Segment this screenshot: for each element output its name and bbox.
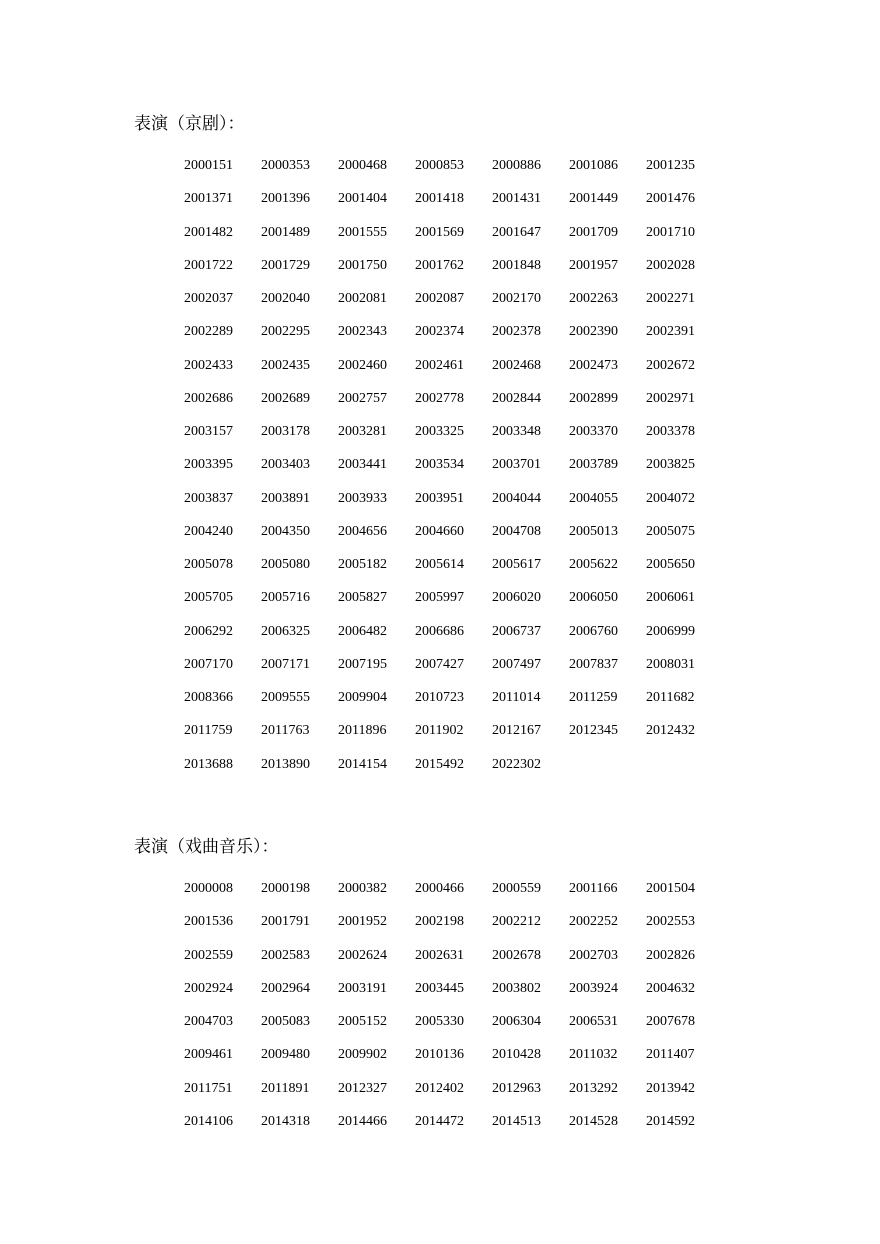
id-entry: 2002461 bbox=[415, 357, 464, 373]
id-entry: 2005622 bbox=[569, 557, 618, 572]
id-entry: 2011682 bbox=[646, 690, 695, 705]
id-entry: 2014318 bbox=[261, 1113, 310, 1129]
id-entry: 2006020 bbox=[492, 590, 541, 606]
id-entry: 2004703 bbox=[184, 1014, 233, 1029]
id-entry: 2002391 bbox=[646, 324, 695, 340]
id-entry: 2001536 bbox=[184, 914, 233, 930]
id-entry: 2002686 bbox=[184, 390, 233, 406]
id-entry: 2014592 bbox=[646, 1113, 695, 1129]
id-entry: 2001482 bbox=[184, 224, 233, 240]
id-entry: 2000886 bbox=[492, 158, 541, 173]
id-entry: 2005182 bbox=[338, 557, 387, 572]
id-entry: 2014472 bbox=[415, 1113, 464, 1129]
id-entry: 2002757 bbox=[338, 390, 387, 406]
id-entry: 2001086 bbox=[569, 158, 618, 173]
id-entry: 2002081 bbox=[338, 291, 387, 306]
id-entry: 2001489 bbox=[261, 224, 310, 240]
id-entry: 2001404 bbox=[338, 191, 387, 207]
id-entry: 2007170 bbox=[184, 656, 233, 672]
id-entry: 2002964 bbox=[261, 980, 310, 996]
id-entry: 2000853 bbox=[415, 158, 464, 173]
id-entry: 2022302 bbox=[492, 756, 541, 772]
id-entry: 2002037 bbox=[184, 291, 233, 306]
id-entry: 2002624 bbox=[338, 947, 387, 963]
id-entry: 2002289 bbox=[184, 324, 233, 340]
id-entry: 2002689 bbox=[261, 390, 310, 406]
id-entry: 2003802 bbox=[492, 980, 541, 996]
id-entry: 2002631 bbox=[415, 947, 464, 963]
id-entry: 2001431 bbox=[492, 191, 541, 207]
section-title: 表演（戏曲音乐）： bbox=[134, 837, 279, 857]
id-entry: 2003370 bbox=[569, 424, 618, 439]
id-entry: 2007427 bbox=[415, 656, 464, 672]
id-entry: 2006482 bbox=[338, 623, 387, 639]
id-entry: 2012327 bbox=[338, 1080, 387, 1096]
id-entry: 2003325 bbox=[415, 424, 464, 439]
id-entry: 2002559 bbox=[184, 947, 233, 963]
id-entry: 2011407 bbox=[646, 1047, 695, 1063]
id-entry: 2003348 bbox=[492, 424, 541, 439]
id-entry: 2004656 bbox=[338, 523, 387, 539]
id-entry: 2013688 bbox=[184, 756, 233, 772]
id-entry: 2001709 bbox=[569, 224, 618, 240]
id-entry: 2005617 bbox=[492, 557, 541, 572]
id-grid bbox=[184, 881, 723, 1147]
id-entry: 2001710 bbox=[646, 224, 695, 240]
id-entry: 2011902 bbox=[415, 723, 464, 739]
id-entry: 2001791 bbox=[261, 914, 310, 930]
id-entry: 2002672 bbox=[646, 357, 695, 373]
id-entry: 2006325 bbox=[261, 623, 310, 639]
id-entry: 2009461 bbox=[184, 1047, 233, 1063]
id-entry: 2003837 bbox=[184, 490, 233, 506]
id-entry: 2006737 bbox=[492, 623, 541, 639]
id-entry: 2005330 bbox=[415, 1014, 464, 1029]
id-entry: 2000353 bbox=[261, 158, 310, 173]
id-entry: 2005705 bbox=[184, 590, 233, 606]
id-entry: 2001396 bbox=[261, 191, 310, 207]
id-entry: 2002252 bbox=[569, 914, 618, 930]
id-entry: 2000559 bbox=[492, 881, 541, 896]
id-entry: 2011032 bbox=[569, 1047, 618, 1063]
id-entry: 2000198 bbox=[261, 881, 310, 896]
id-entry: 2002435 bbox=[261, 357, 310, 373]
id-entry: 2006292 bbox=[184, 623, 233, 639]
id-entry: 2011763 bbox=[261, 723, 310, 739]
section-title: 表演（京剧）： bbox=[134, 114, 245, 134]
id-entry: 2005650 bbox=[646, 557, 695, 572]
id-entry: 2012167 bbox=[492, 723, 541, 739]
id-entry: 2003191 bbox=[338, 980, 387, 996]
id-entry: 2001848 bbox=[492, 257, 541, 273]
id-entry: 2001449 bbox=[569, 191, 618, 207]
id-entry: 2010136 bbox=[415, 1047, 464, 1063]
id-entry: 2006050 bbox=[569, 590, 618, 606]
id-entry: 2006061 bbox=[646, 590, 695, 606]
id-entry: 2001235 bbox=[646, 158, 695, 173]
id-entry: 2002028 bbox=[646, 257, 695, 273]
id-entry: 2003924 bbox=[569, 980, 618, 996]
id-entry: 2007497 bbox=[492, 656, 541, 672]
id-entry: 2002295 bbox=[261, 324, 310, 340]
id-entry: 2004044 bbox=[492, 490, 541, 506]
id-entry: 2012963 bbox=[492, 1080, 541, 1096]
id-entry: 2001762 bbox=[415, 257, 464, 273]
id-entry: 2007837 bbox=[569, 656, 618, 672]
id-entry: 2001750 bbox=[338, 257, 387, 273]
id-entry: 2011259 bbox=[569, 690, 618, 705]
id-entry: 2003701 bbox=[492, 457, 541, 473]
id-entry: 2005080 bbox=[261, 557, 310, 572]
id-entry: 2001722 bbox=[184, 257, 233, 273]
id-entry: 2002271 bbox=[646, 291, 695, 306]
id-entry: 2007171 bbox=[261, 656, 310, 672]
id-entry: 2004632 bbox=[646, 980, 695, 996]
id-entry: 2005152 bbox=[338, 1014, 387, 1029]
id-entry: 2002040 bbox=[261, 291, 310, 306]
id-entry: 2014528 bbox=[569, 1113, 618, 1129]
id-entry: 2005827 bbox=[338, 590, 387, 606]
id-entry: 2014154 bbox=[338, 756, 387, 772]
id-entry: 2002468 bbox=[492, 357, 541, 373]
id-entry: 2001418 bbox=[415, 191, 464, 207]
id-entry: 2004660 bbox=[415, 523, 464, 539]
id-entry: 2014466 bbox=[338, 1113, 387, 1129]
id-entry: 2003403 bbox=[261, 457, 310, 473]
id-entry: 2003378 bbox=[646, 424, 695, 439]
id-entry: 2001476 bbox=[646, 191, 695, 207]
id-entry: 2001504 bbox=[646, 881, 695, 896]
id-entry: 2007195 bbox=[338, 656, 387, 672]
id-entry: 2002087 bbox=[415, 291, 464, 306]
id-entry: 2008366 bbox=[184, 690, 233, 705]
id-entry: 2006304 bbox=[492, 1014, 541, 1029]
id-entry: 2012402 bbox=[415, 1080, 464, 1096]
id-entry: 2002778 bbox=[415, 390, 464, 406]
id-entry: 2001555 bbox=[338, 224, 387, 240]
id-entry: 2001647 bbox=[492, 224, 541, 240]
id-entry: 2009555 bbox=[261, 690, 310, 705]
id-entry: 2004240 bbox=[184, 523, 233, 539]
id-entry: 2003534 bbox=[415, 457, 464, 473]
id-entry: 2009902 bbox=[338, 1047, 387, 1063]
id-entry: 2011896 bbox=[338, 723, 387, 739]
id-entry: 2003445 bbox=[415, 980, 464, 996]
id-entry: 2001371 bbox=[184, 191, 233, 207]
id-entry: 2002826 bbox=[646, 947, 695, 963]
id-entry: 2002433 bbox=[184, 357, 233, 373]
id-entry: 2005614 bbox=[415, 557, 464, 572]
id-entry: 2010428 bbox=[492, 1047, 541, 1063]
id-entry: 2002844 bbox=[492, 390, 541, 406]
id-entry: 2004055 bbox=[569, 490, 618, 506]
id-entry: 2003951 bbox=[415, 490, 464, 506]
id-grid bbox=[184, 158, 723, 790]
id-entry: 2006686 bbox=[415, 623, 464, 639]
id-entry: 2009904 bbox=[338, 690, 387, 705]
id-entry: 2012432 bbox=[646, 723, 695, 739]
id-entry: 2004072 bbox=[646, 490, 695, 506]
id-entry: 2002212 bbox=[492, 914, 541, 930]
id-entry: 2006760 bbox=[569, 623, 618, 639]
id-entry: 2003441 bbox=[338, 457, 387, 473]
id-entry: 2002343 bbox=[338, 324, 387, 340]
id-entry: 2002374 bbox=[415, 324, 464, 340]
id-entry: 2002924 bbox=[184, 980, 233, 996]
id-entry: 2009480 bbox=[261, 1047, 310, 1063]
id-entry: 2005013 bbox=[569, 523, 618, 539]
id-entry: 2005083 bbox=[261, 1014, 310, 1029]
id-entry: 2002703 bbox=[569, 947, 618, 963]
id-entry: 2002553 bbox=[646, 914, 695, 930]
id-entry: 2005716 bbox=[261, 590, 310, 606]
id-entry: 2001166 bbox=[569, 881, 618, 896]
id-entry: 2006999 bbox=[646, 623, 695, 639]
id-entry: 2015492 bbox=[415, 756, 464, 772]
id-entry: 2006531 bbox=[569, 1014, 618, 1029]
id-entry: 2002390 bbox=[569, 324, 618, 340]
id-entry: 2002899 bbox=[569, 390, 618, 406]
id-entry: 2007678 bbox=[646, 1014, 695, 1029]
id-entry: 2005078 bbox=[184, 557, 233, 572]
id-entry: 2004708 bbox=[492, 523, 541, 539]
id-entry: 2002378 bbox=[492, 324, 541, 340]
id-entry: 2003178 bbox=[261, 424, 310, 439]
id-entry: 2001952 bbox=[338, 914, 387, 930]
id-entry: 2003157 bbox=[184, 424, 233, 439]
id-entry: 2002583 bbox=[261, 947, 310, 963]
id-entry: 2000008 bbox=[184, 881, 233, 896]
id-entry: 2013292 bbox=[569, 1080, 618, 1096]
id-entry: 2003825 bbox=[646, 457, 695, 473]
id-entry: 2000151 bbox=[184, 158, 233, 173]
id-entry: 2002170 bbox=[492, 291, 541, 306]
id-entry: 2014106 bbox=[184, 1113, 233, 1129]
id-entry: 2001729 bbox=[261, 257, 310, 273]
id-entry: 2003789 bbox=[569, 457, 618, 473]
id-entry: 2002263 bbox=[569, 291, 618, 306]
id-entry: 2011759 bbox=[184, 723, 233, 739]
id-entry: 2011891 bbox=[261, 1080, 310, 1096]
id-entry: 2011014 bbox=[492, 690, 541, 705]
id-entry: 2002460 bbox=[338, 357, 387, 373]
id-entry: 2010723 bbox=[415, 690, 464, 705]
id-entry: 2004350 bbox=[261, 523, 310, 539]
id-entry: 2005075 bbox=[646, 523, 695, 539]
id-entry: 2013890 bbox=[261, 756, 310, 772]
id-entry: 2001569 bbox=[415, 224, 464, 240]
id-entry: 2000468 bbox=[338, 158, 387, 173]
id-entry: 2002971 bbox=[646, 390, 695, 406]
id-entry: 2002198 bbox=[415, 914, 464, 930]
id-entry: 2003933 bbox=[338, 490, 387, 506]
id-entry: 2012345 bbox=[569, 723, 618, 739]
id-entry: 2003395 bbox=[184, 457, 233, 473]
id-entry: 2008031 bbox=[646, 656, 695, 672]
id-entry: 2013942 bbox=[646, 1080, 695, 1096]
id-entry: 2000466 bbox=[415, 881, 464, 896]
id-entry: 2000382 bbox=[338, 881, 387, 896]
id-entry: 2002678 bbox=[492, 947, 541, 963]
id-entry: 2003281 bbox=[338, 424, 387, 439]
id-entry: 2001957 bbox=[569, 257, 618, 273]
id-entry: 2003891 bbox=[261, 490, 310, 506]
id-entry: 2002473 bbox=[569, 357, 618, 373]
id-entry: 2014513 bbox=[492, 1113, 541, 1129]
id-entry: 2005997 bbox=[415, 590, 464, 606]
id-entry: 2011751 bbox=[184, 1080, 233, 1096]
